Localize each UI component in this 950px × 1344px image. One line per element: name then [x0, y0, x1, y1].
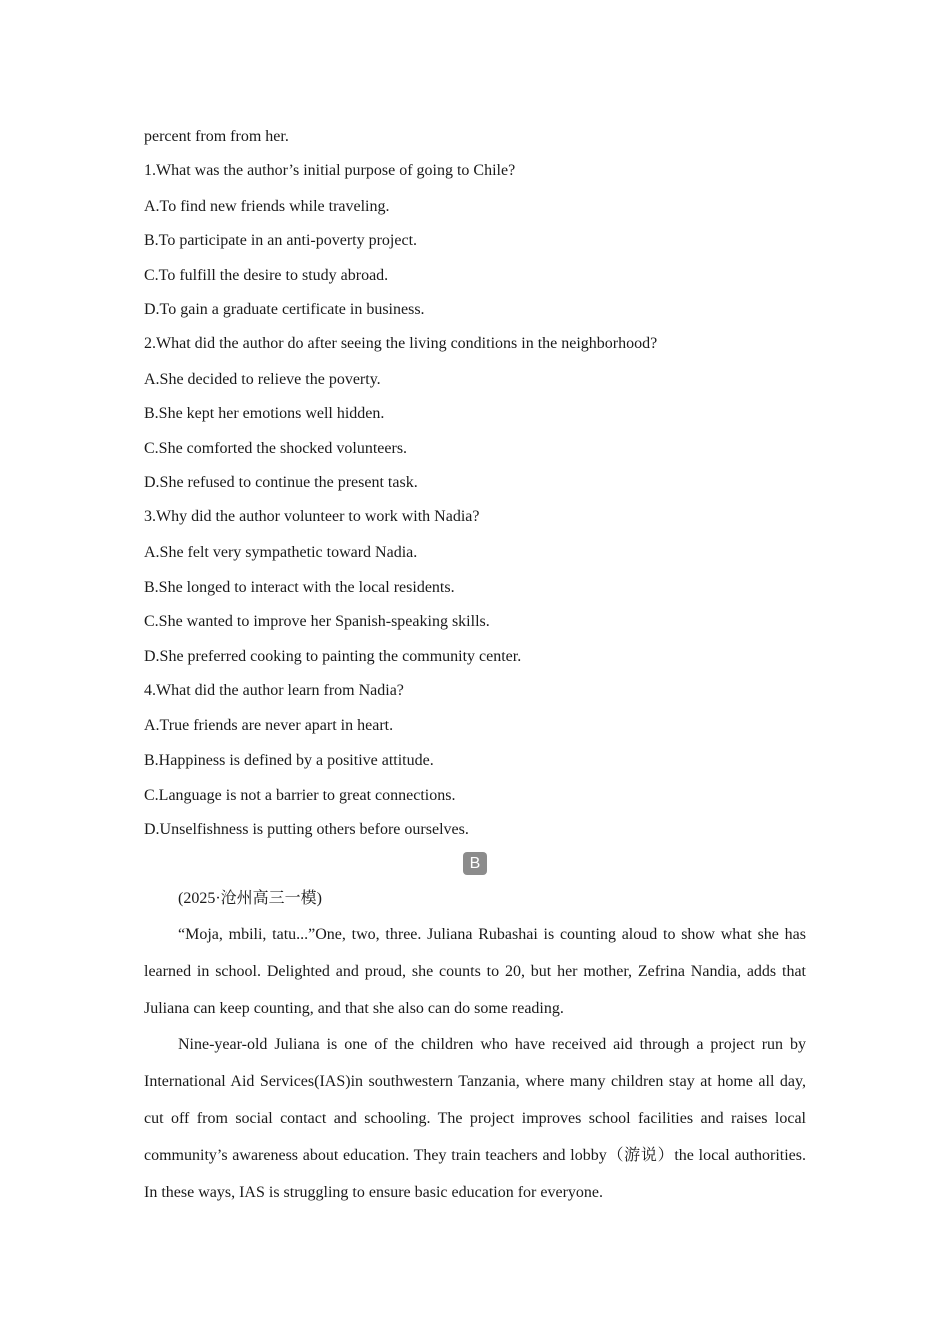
question-3-stem: 3.Why did the author volunteer to work with Nadia? [144, 508, 480, 525]
question-2-option-b: B.She kept her emotions well hidden. [144, 405, 385, 422]
question-3-option-d: D.She preferred cooking to painting the community center. [144, 648, 522, 665]
lead-fragment: percent from from her. [144, 128, 289, 145]
question-4-stem: 4.What did the author learn from Nadia? [144, 682, 404, 699]
question-1-option-b: B.To participate in an anti-poverty project. [144, 232, 418, 249]
question-3-option-b: B.She longed to interact with the local residents. [144, 579, 455, 596]
question-1-option-c: C.To fulfill the desire to study abroad. [144, 267, 389, 284]
question-4-option-d: D.Unselfishness is putting others before ourselves. [144, 821, 469, 838]
question-3-option-c: C.She wanted to improve her Spanish-speaking skills. [144, 613, 490, 630]
question-2-option-d: D.She refused to continue the present task. [144, 474, 418, 491]
question-1-option-d: D.To gain a graduate certificate in business. [144, 301, 425, 318]
question-4-option-b: B.Happiness is defined by a positive attitude. [144, 752, 434, 769]
passage-source: (2025·沧州高三一模) [178, 890, 322, 907]
question-2-option-a: A.She decided to relieve the poverty. [144, 371, 381, 388]
question-2-option-c: C.She comforted the shocked volunteers. [144, 440, 408, 457]
question-1-option-a: A.To find new friends while traveling. [144, 198, 390, 215]
passage-paragraph-1: “Moja, mbili, tatu...”One, two, three. Juliana Rubashai is counting aloud to show what she has learned in school. Delighted and proud, she counts to 20, but her mother, Zefrina Nandia, adds that Juliana can keep counting, and that she also can do some reading. [144, 926, 806, 1017]
question-3-option-a: A.She felt very sympathetic toward Nadia. [144, 544, 418, 561]
passage-paragraph-2: Nine-year-old Juliana is one of the children who have received aid through a project run by International Aid Services(IAS)in southwestern Tanzania, where many children stay at home all day, cut off from social contact and schooling. The project improves school facilities and raises local community’s awareness about education. They train teachers and lobby（游说）the local authorities. In these ways, IAS is struggling to ensure basic education for everyone. [144, 1036, 806, 1201]
question-4-option-c: C.Language is not a barrier to great connections. [144, 787, 456, 804]
question-4-option-a: A.True friends are never apart in heart. [144, 717, 394, 734]
section-b-badge: B [463, 852, 487, 875]
question-2-stem: 2.What did the author do after seeing the living conditions in the neighborhood? [144, 335, 658, 352]
question-1-stem: 1.What was the author’s initial purpose of going to Chile? [144, 162, 516, 179]
